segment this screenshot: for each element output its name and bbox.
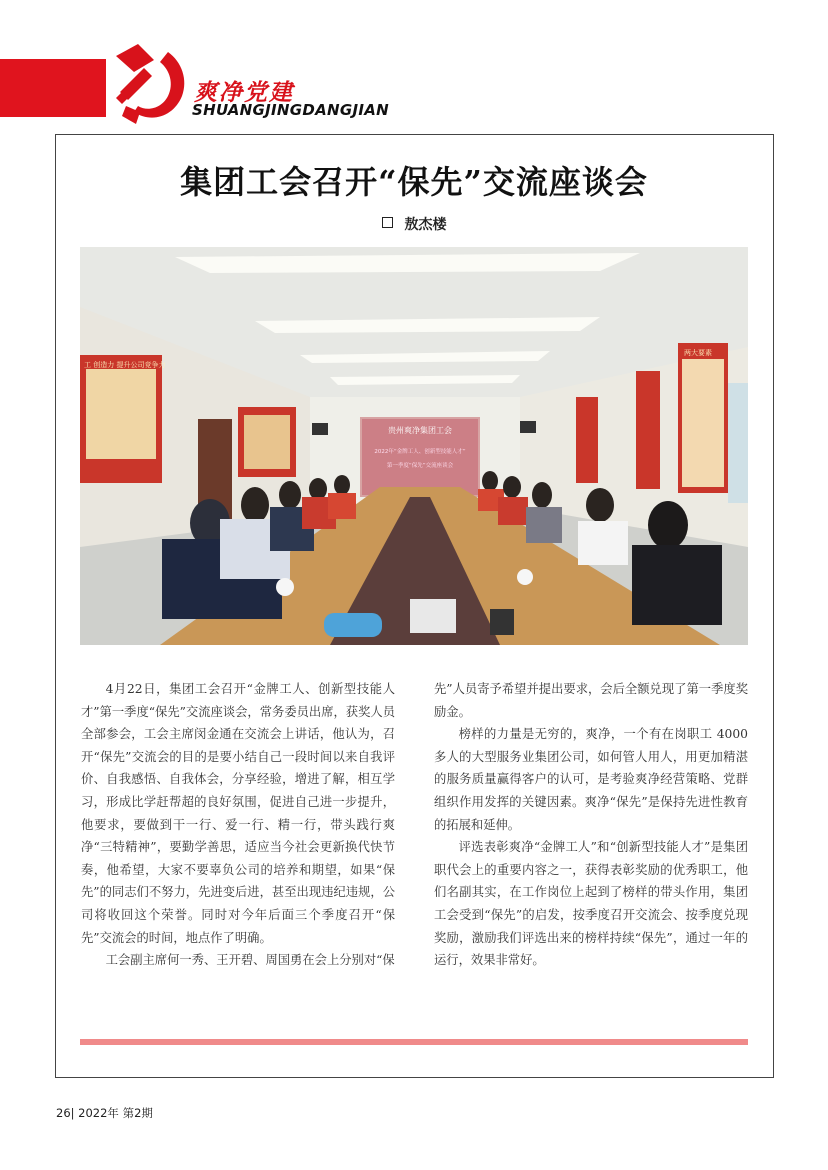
paragraph: 评选表彰爽净“金牌工人”和“创新型技能人才”是集团职代会上的重要内容之一，获得表彰奖励的优秀职工，他们名副其实，在工作岗位上起到了榜样的带头作用，集团工会受到“保先”的启发，按季度召开交流会、按季度兑现奖励，激励我们评选出来的榜样持续“保先”，通过一年的运行，效果非常好。 <box>434 840 748 968</box>
paragraph: 榜样的力量是无穷的，爽净，一个有在岗职工 4000 多人的大型服务业集团公司，如何管人用人，用更加精湛的服务质量赢得客户的认可，是考验爽净经营策略、党群组织作用发挥的关键因素。爽净“保先”是保持先进性教育的拓展和延伸。 <box>434 727 748 832</box>
brand-name-cn: 爽净党建 <box>194 80 294 106</box>
author-box-icon <box>382 217 393 228</box>
author-name: 敖杰楼 <box>404 217 447 233</box>
screen-line-1: 2022年“金牌工人、创新型技能人才” <box>374 449 466 455</box>
party-emblem-icon <box>104 40 188 126</box>
brand-name-en: SHUANGJINGDANGJIAN <box>192 101 390 119</box>
paragraph: 4月22日，集团工会召开“金牌工人、创新型技能人才”第一季度“保先”交流座谈会，常务委员出席，获奖人员全部参会，工会主席闵金通在交流会上讲话，他认为，召开“保先”交流会的目的是要小结自己一段时间以来自我评价、自我感悟、自我体会，分享经验，增进了解，相互学习，形成比学赶帮超的良好氛围，促进自己进一步提升，他要求，要做到干一行、爱一行、精一行，带头践行爽净“三特精神”，要勤学善思，适应当今社会更新换代快节奏，他希望，大家不要辜负公司的培养和期望，如果“保先”的同志们不努力，先进变后进，甚至出现违纪违规，公司将收回这个荣誉。同时对今年后面三个季度召开“保先”交流会的时间，地点作了明确。 <box>81 682 395 945</box>
meeting-photo <box>80 247 748 645</box>
screen-title-text: 贵州爽净集团工会 <box>388 426 452 435</box>
bottom-divider <box>80 1039 748 1045</box>
screen-line-2: 第一季度“保先”交流座谈会 <box>386 463 454 469</box>
paragraph: 先”人员寄予希望并提出要求，会后全额兑现了第一季度奖励金。 <box>434 682 748 719</box>
header-red-bar <box>0 59 106 117</box>
photo-banner-right: 两大要素 <box>684 349 712 357</box>
article-column-right <box>434 678 748 972</box>
article-title: 集团工会召开“保先”交流座谈会 <box>180 163 648 201</box>
article-column-left <box>81 678 395 972</box>
paragraph: 工会副主席何一秀、王开碧、周国勇在会上分别对“保 <box>105 953 395 968</box>
article-author <box>0 214 828 234</box>
photo-banner-left: 工 创造力 提升公司竞争力 <box>84 361 166 369</box>
page-footer: 26| 2022年 第2期 <box>56 1106 153 1120</box>
